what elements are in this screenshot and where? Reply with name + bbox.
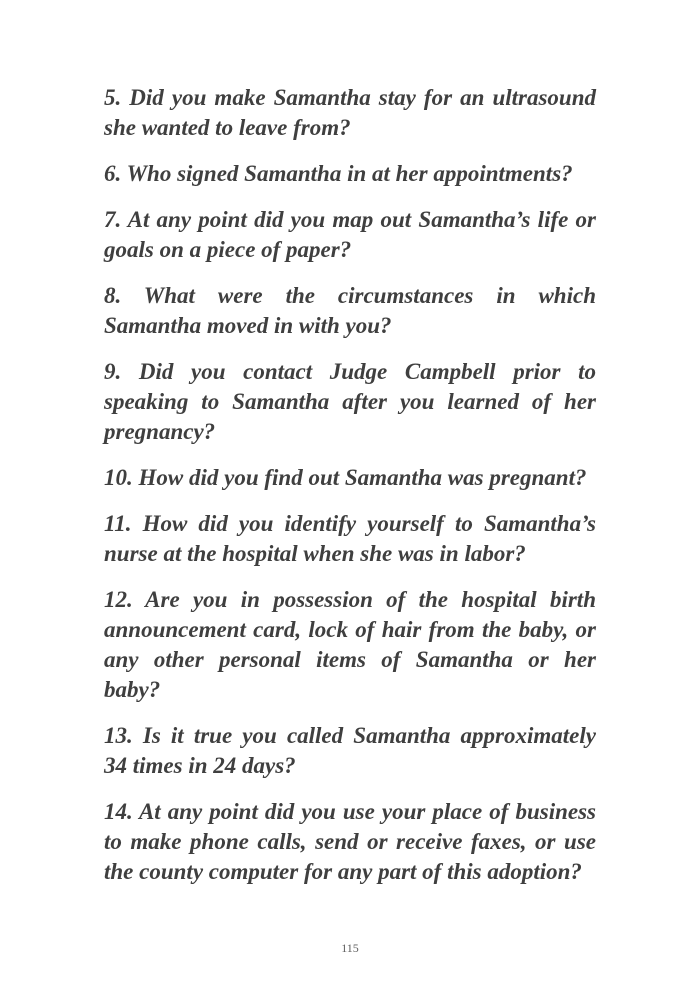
- question-line: 14. At any point did you use your place of business: [104, 799, 596, 824]
- question-line: 13. Is it true you called Samantha approximately: [104, 723, 596, 748]
- question-paragraph: [104, 585, 596, 705]
- question-line: 5. Did you make Samantha stay for an ultrasound: [104, 85, 596, 110]
- question-line: 8. What were the circumstances in which: [104, 283, 596, 308]
- question-line: 6. Who signed Samantha in at her appointments?: [104, 161, 573, 186]
- question-line: 7. At any point did you map out Samantha’s life or: [104, 207, 596, 232]
- question-line: announcement card, lock of hair from the baby, or: [104, 617, 596, 642]
- question-paragraph: [104, 509, 596, 569]
- question-paragraph: [104, 721, 596, 781]
- question-line: Samantha moved in with you?: [104, 313, 392, 338]
- question-line: any other personal items of Samantha or her: [104, 647, 596, 672]
- question-paragraph: [104, 357, 596, 447]
- question-line: she wanted to leave from?: [104, 115, 351, 140]
- question-line: baby?: [104, 677, 161, 702]
- question-line: the county computer for any part of this adoption?: [104, 859, 582, 884]
- question-line: speaking to Samantha after you learned of her: [104, 389, 596, 414]
- question-line: 9. Did you contact Judge Campbell prior to: [104, 359, 596, 384]
- question-line: nurse at the hospital when she was in labor?: [104, 541, 526, 566]
- question-paragraph: [104, 159, 596, 189]
- questions-list: [104, 83, 596, 887]
- question-paragraph: [104, 281, 596, 341]
- question-paragraph: [104, 83, 596, 143]
- question-line: pregnancy?: [104, 419, 216, 444]
- question-line: 34 times in 24 days?: [104, 753, 296, 778]
- question-line: 11. How did you identify yourself to Samantha’s: [104, 511, 596, 536]
- question-paragraph: [104, 463, 596, 493]
- question-line: goals on a piece of paper?: [104, 237, 352, 262]
- question-line: 12. Are you in possession of the hospital birth: [104, 587, 596, 612]
- question-line: 10. How did you find out Samantha was pregnant?: [104, 465, 587, 490]
- question-paragraph: [104, 205, 596, 265]
- question-paragraph: [104, 797, 596, 887]
- page-number: 115: [341, 941, 359, 955]
- question-line: to make phone calls, send or receive faxes, or use: [104, 829, 596, 854]
